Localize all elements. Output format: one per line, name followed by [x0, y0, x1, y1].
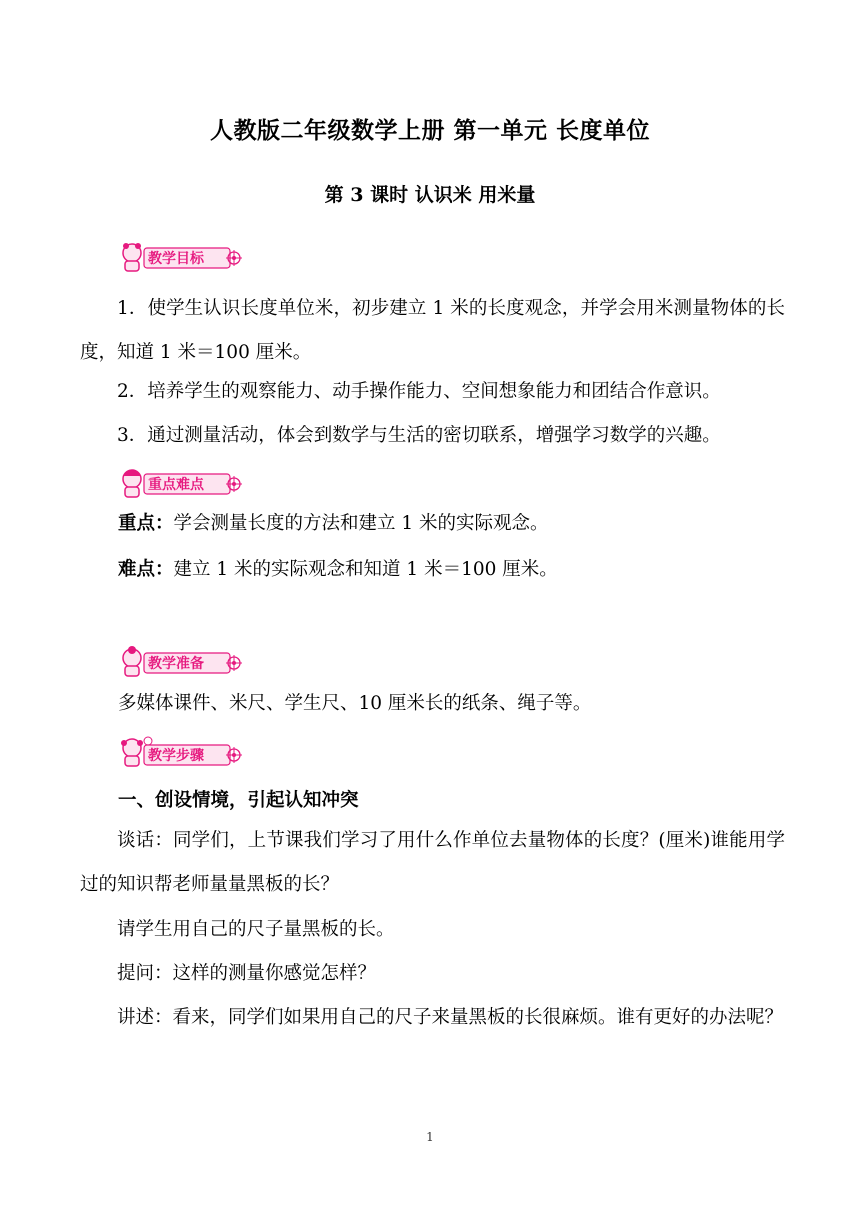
dialog-paragraph-3: 提问：这样的测量你感觉怎样？: [117, 963, 377, 984]
objective-item-2: 2．培养学生的观察能力、动手操作能力、空间想象能力和团结合作意识。: [117, 381, 721, 402]
girl-mascot-icon: [123, 646, 141, 676]
objectives-badge-label: 教学目标: [148, 251, 204, 267]
girl-mascot-icon: [123, 470, 141, 497]
steps-badge: [118, 735, 246, 769]
dialog-paragraph-4: 讲述：看来，同学们如果用自己的尺子来量黑板的长很麻烦。谁有更好的办法呢？: [117, 1007, 784, 1028]
page-number: 1: [426, 1130, 434, 1144]
steps-badge-label: 教学步骤: [148, 748, 204, 764]
preparation-badge-label: 教学准备: [148, 656, 204, 672]
document-title: 人教版二年级数学上册 第一单元 长度单位: [209, 117, 650, 144]
objective-item-1: 1．使学生认识长度单位米，初步建立 1 米的长度观念，并学会用米测量物体的长度，知道 1 米＝100 厘米。: [80, 298, 785, 363]
preparation-text: 多媒体课件、米尺、学生尺、10 厘米长的纸条、绳子等。: [118, 693, 592, 714]
key-point-line: [118, 512, 549, 536]
difficulty-line: [118, 558, 558, 582]
objectives-badge: [118, 240, 246, 274]
difficulty-text: 建立 1 米的实际观念和知道 1 米＝100 厘米。: [173, 559, 558, 580]
dialog-paragraph-2: 请学生用自己的尺子量黑板的长。: [117, 919, 395, 940]
objective-item-3: 3．通过测量活动，体会到数学与生活的密切联系，增强学习数学的兴趣。: [117, 425, 721, 446]
key-point-label: 重点：: [118, 513, 174, 534]
key-points-badge: [118, 466, 246, 500]
lesson-subtitle: 第 3 课时 认识米 用米量: [324, 184, 536, 206]
dialog-paragraph-1: 谈话：同学们，上节课我们学习了用什么作单位去量物体的长度？(厘米)谁能用学过的知识帮老师量量黑板的长？: [80, 830, 785, 895]
key-points-badge-label: 重点难点: [148, 477, 204, 493]
girl-mascot-icon: [123, 243, 141, 271]
section-heading-1: 一、创设情境，引起认知冲突: [118, 790, 359, 811]
difficulty-label: 难点：: [118, 559, 174, 580]
key-point-text: 学会测量长度的方法和建立 1 米的实际观念。: [173, 513, 549, 534]
preparation-badge: [118, 645, 246, 679]
